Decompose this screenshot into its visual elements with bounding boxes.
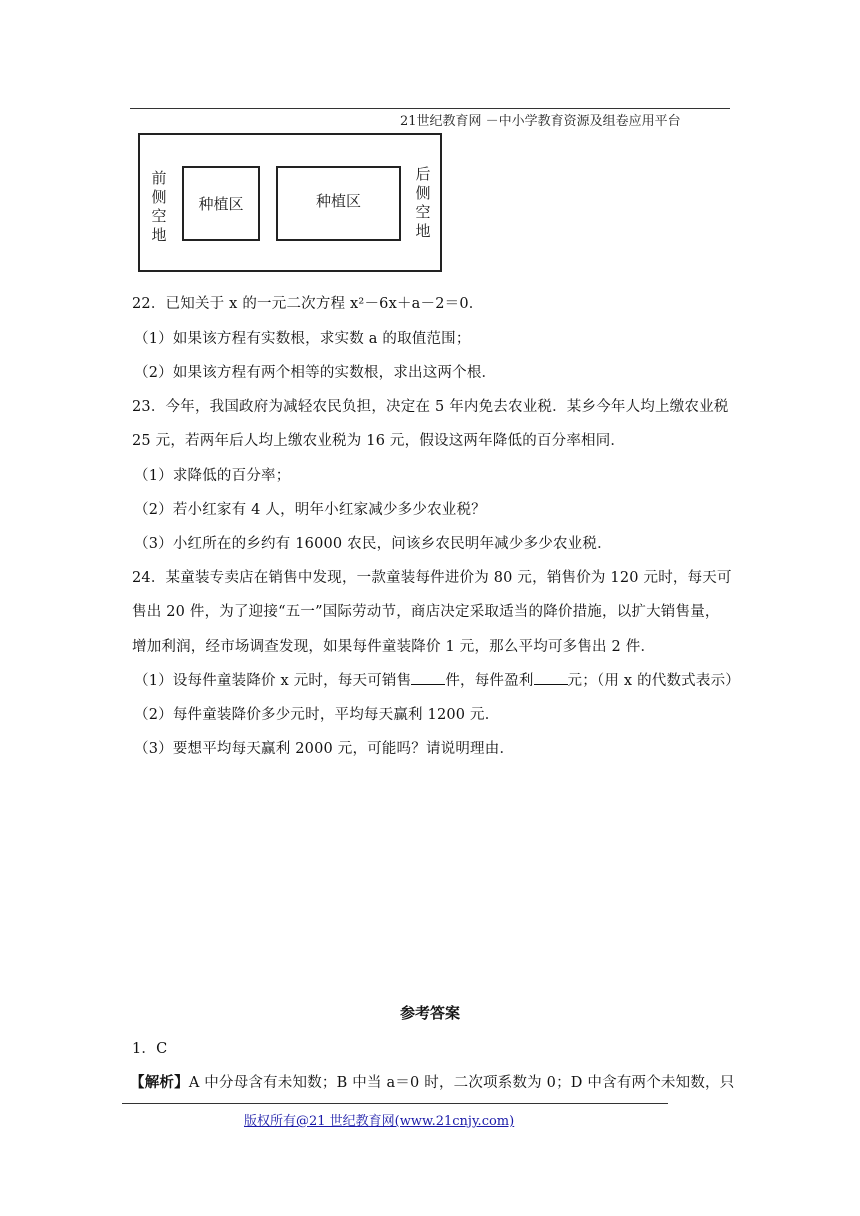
q23-part2: （2）若小红家有 4 人，明年小红家减少多少农业税？ bbox=[134, 502, 486, 518]
q24-part1-a: （1）设每件童装降价 x 元时，每天可销售 bbox=[134, 673, 412, 689]
q22-intro: 22．已知关于 x 的一元二次方程 x²－6x＋a－2＝0． bbox=[132, 296, 484, 312]
back-open-space-label bbox=[414, 165, 432, 241]
q24-part3: （3）要想平均每天赢利 2000 元，可能吗？请说明理由． bbox=[134, 741, 515, 757]
planting-zone-left-label: 种植区 bbox=[198, 195, 244, 213]
q23-line1: 23．今年，我国政府为减轻农民负担，决定在 5 年内免去农业税．某乡今年人均上缴农业税 bbox=[132, 399, 729, 415]
front-label-text: 前 侧 空 地 bbox=[151, 169, 167, 244]
q24-part1-b: 件，每件盈利 bbox=[445, 673, 534, 689]
q24-part2: （2）每件童装降价多少元时，平均每天赢利 1200 元． bbox=[134, 707, 500, 723]
analysis-tag: 【解析】 bbox=[130, 1074, 189, 1091]
q24-part1 bbox=[134, 669, 740, 690]
planting-diagram bbox=[138, 133, 442, 272]
q23-part1: （1）求降低的百分率； bbox=[134, 468, 291, 484]
copyright-link[interactable]: 版权所有@21 世纪教育网(www.21cnjy.com) bbox=[244, 1114, 515, 1129]
planting-zone-right-label: 种植区 bbox=[315, 192, 361, 210]
planting-zone-left bbox=[182, 166, 260, 241]
answer-1-analysis bbox=[130, 1071, 734, 1092]
answers-title: 参考答案 bbox=[399, 1004, 460, 1022]
back-label-text: 后 侧 空 地 bbox=[415, 165, 431, 240]
answer-1: 1．C bbox=[132, 1041, 168, 1057]
planting-zone-right bbox=[276, 166, 401, 241]
front-open-space-label bbox=[150, 169, 168, 245]
answer-blank-quantity bbox=[411, 670, 445, 685]
q24-part1-c: 元；（用 x 的代数式表示） bbox=[567, 673, 740, 689]
footer-rule bbox=[122, 1103, 668, 1104]
q22-part2: （2）如果该方程有两个相等的实数根，求出这两个根． bbox=[134, 365, 497, 381]
analysis-text: A 中分母含有未知数；B 中当 a＝0 时，二次项系数为 0；D 中含有两个未知数，只 bbox=[188, 1075, 735, 1091]
q23-part3: （3）小红所在的乡约有 16000 农民，问该乡农民明年减少多少农业税． bbox=[134, 536, 612, 552]
answer-blank-profit bbox=[534, 670, 568, 685]
q24-line1: 24．某童装专卖店在销售中发现，一款童装每件进价为 80 元，销售价为 120 元时，每天可 bbox=[132, 570, 732, 586]
header-rule bbox=[130, 108, 730, 109]
q22-part1: （1）如果该方程有实数根，求实数 a 的取值范围； bbox=[134, 331, 471, 347]
q24-line2: 售出 20 件，为了迎接“五一”国际劳动节，商店决定采取适当的降价措施，以扩大销售量， bbox=[132, 604, 720, 620]
header-text: 21世纪教育网 －中小学教育资源及组卷应用平台 bbox=[400, 114, 681, 129]
q24-line3: 增加利润，经市场调查发现，如果每件童装降价 1 元，那么平均可多售出 2 件． bbox=[132, 639, 656, 655]
q23-line2: 25 元，若两年后人均上缴农业税为 16 元，假设这两年降低的百分率相同． bbox=[132, 433, 626, 449]
